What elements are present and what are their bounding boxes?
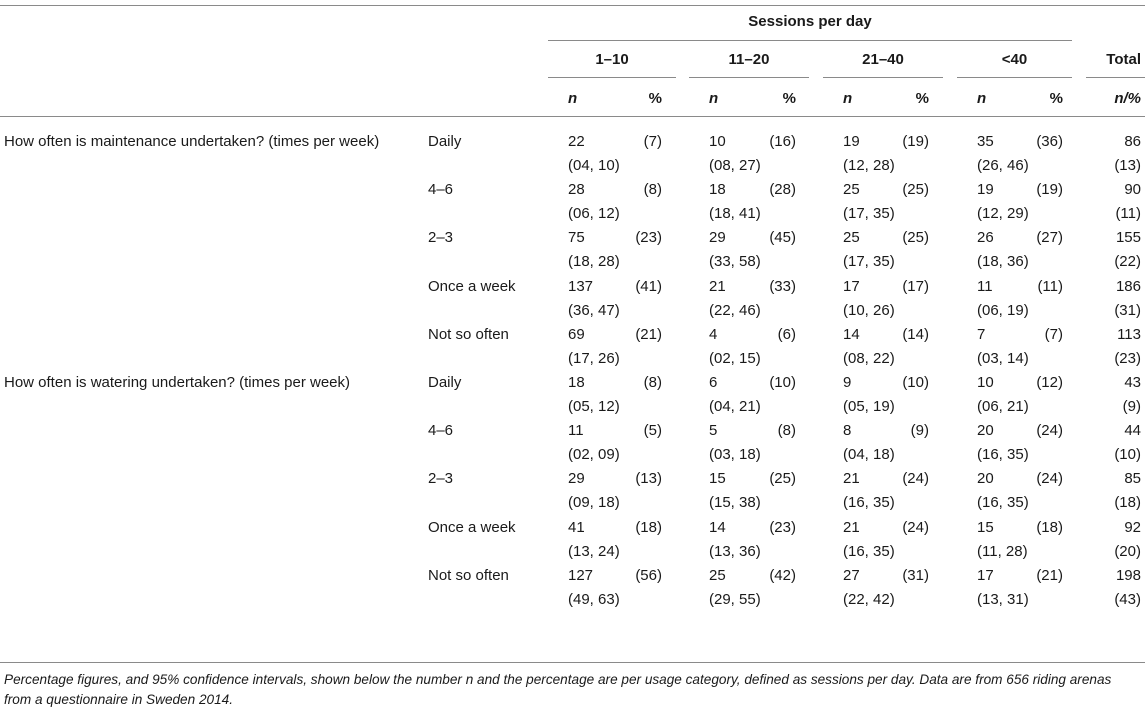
row-label: 4–6 <box>428 181 454 198</box>
col-rule-total <box>1086 77 1145 78</box>
cell-ci: (36, 47) <box>568 302 620 319</box>
cell-ci: (05, 12) <box>568 398 620 415</box>
cell-n: 10 <box>709 133 726 150</box>
cell-pct: (24) <box>902 519 929 536</box>
cell-pct: (8) <box>643 374 662 391</box>
cell-n: 14 <box>709 519 726 536</box>
cell-n: 20 <box>977 470 994 487</box>
cell-ci: (06, 12) <box>568 205 620 222</box>
cell-ci: (02, 15) <box>709 350 761 367</box>
cell-ci: (16, 35) <box>843 494 895 511</box>
cell-pct: (23) <box>769 519 796 536</box>
subheader-pct: % <box>782 90 796 107</box>
col-rule-2 <box>689 77 809 78</box>
cell-ci: (22, 46) <box>709 302 761 319</box>
cell-ci: (17, 35) <box>843 205 895 222</box>
cell-pct: (5) <box>643 422 662 439</box>
cell-pct: (10) <box>902 374 929 391</box>
subheader-pct: % <box>915 90 929 107</box>
cell-ci: (03, 18) <box>709 446 761 463</box>
row-label: 4–6 <box>428 422 454 439</box>
col-rule-4 <box>957 77 1072 78</box>
cell-n: 75 <box>568 229 585 246</box>
cell-n: 41 <box>568 519 585 536</box>
cell-ci: (16, 35) <box>977 494 1029 511</box>
cell-ci: (09, 18) <box>568 494 620 511</box>
row-label: Not so often <box>428 326 509 343</box>
cell-ci: (04, 21) <box>709 398 761 415</box>
cell-total-n: 43 <box>1124 374 1141 391</box>
cell-ci: (11, 28) <box>977 543 1028 560</box>
cell-pct: (24) <box>1036 470 1063 487</box>
cell-ci: (08, 27) <box>709 157 761 174</box>
subheader-pct: % <box>648 90 662 107</box>
col-header-total: Total <box>1106 51 1141 68</box>
cell-pct: (7) <box>1044 326 1063 343</box>
subheader-n: n <box>568 90 578 107</box>
cell-n: 5 <box>709 422 718 439</box>
col-header-1-10: 1–10 <box>595 51 629 68</box>
cell-total-pct: (11) <box>1115 205 1141 222</box>
cell-ci: (12, 29) <box>977 205 1029 222</box>
cell-n: 19 <box>977 181 994 198</box>
subheader-n: n <box>843 90 853 107</box>
cell-pct: (18) <box>1036 519 1063 536</box>
cell-pct: (45) <box>769 229 796 246</box>
cell-n: 137 <box>568 278 594 295</box>
cell-total-pct: (18) <box>1114 494 1141 511</box>
cell-pct: (16) <box>769 133 796 150</box>
cell-pct: (27) <box>1036 229 1063 246</box>
cell-pct: (21) <box>635 326 662 343</box>
cell-pct: (23) <box>635 229 662 246</box>
col-rule-1 <box>548 77 676 78</box>
subheader-n: n <box>977 90 987 107</box>
cell-ci: (04, 10) <box>568 157 620 174</box>
cell-ci: (08, 22) <box>843 350 895 367</box>
cell-n: 9 <box>843 374 852 391</box>
cell-n: 14 <box>843 326 860 343</box>
cell-pct: (42) <box>769 567 796 584</box>
cell-n: 6 <box>709 374 718 391</box>
cell-pct: (25) <box>769 470 796 487</box>
cell-pct: (36) <box>1036 133 1063 150</box>
cell-n: 25 <box>843 181 860 198</box>
cell-ci: (06, 21) <box>977 398 1029 415</box>
cell-ci: (18, 41) <box>709 205 761 222</box>
cell-ci: (02, 09) <box>568 446 620 463</box>
cell-ci: (16, 35) <box>843 543 895 560</box>
cell-ci: (29, 55) <box>709 591 761 608</box>
cell-ci: (05, 19) <box>843 398 895 415</box>
cell-pct: (25) <box>902 181 929 198</box>
row-label: 2–3 <box>428 470 454 487</box>
cell-total-n: 186 <box>1115 278 1141 295</box>
cell-total-pct: (20) <box>1114 543 1141 560</box>
cell-pct: (31) <box>902 567 929 584</box>
cell-ci: (06, 19) <box>977 302 1029 319</box>
cell-total-pct: (22) <box>1114 253 1141 270</box>
cell-ci: (17, 26) <box>568 350 620 367</box>
cell-pct: (9) <box>910 422 929 439</box>
cell-pct: (14) <box>902 326 929 343</box>
cell-n: 20 <box>977 422 994 439</box>
cell-ci: (17, 35) <box>843 253 895 270</box>
cell-pct: (11) <box>1037 278 1063 295</box>
cell-ci: (13, 31) <box>977 591 1029 608</box>
cell-total-n: 155 <box>1115 229 1141 246</box>
cell-n: 15 <box>709 470 726 487</box>
cell-pct: (33) <box>769 278 796 295</box>
cell-n: 21 <box>709 278 726 295</box>
cell-ci: (33, 58) <box>709 253 761 270</box>
cell-pct: (13) <box>635 470 662 487</box>
cell-n: 22 <box>568 133 585 150</box>
cell-total-n: 90 <box>1124 181 1141 198</box>
cell-pct: (7) <box>643 133 662 150</box>
cell-n: 17 <box>843 278 860 295</box>
col-header-lt40: <40 <box>1001 51 1028 68</box>
cell-total-n: 198 <box>1115 567 1141 584</box>
cell-n: 28 <box>568 181 585 198</box>
cell-n: 127 <box>568 567 594 584</box>
cell-total-n: 86 <box>1124 133 1141 150</box>
cell-ci: (18, 36) <box>977 253 1029 270</box>
cell-pct: (25) <box>902 229 929 246</box>
cell-pct: (41) <box>635 278 662 295</box>
cell-n: 17 <box>977 567 994 584</box>
cell-pct: (12) <box>1036 374 1063 391</box>
cell-ci: (26, 46) <box>977 157 1029 174</box>
cell-pct: (28) <box>769 181 796 198</box>
cell-n: 4 <box>709 326 718 343</box>
cell-total-n: 113 <box>1117 326 1141 343</box>
cell-pct: (6) <box>777 326 796 343</box>
cell-n: 29 <box>709 229 726 246</box>
table-bottom-rule <box>0 662 1145 663</box>
cell-pct: (24) <box>1036 422 1063 439</box>
row-label: Not so often <box>428 567 509 584</box>
subheader-n: n <box>709 90 719 107</box>
cell-ci: (13, 24) <box>568 543 620 560</box>
cell-n: 10 <box>977 374 994 391</box>
cell-pct: (19) <box>1036 181 1063 198</box>
cell-total-n: 92 <box>1124 519 1141 536</box>
cell-total-pct: (31) <box>1114 302 1141 319</box>
cell-pct: (17) <box>902 278 929 295</box>
cell-n: 7 <box>977 326 986 343</box>
group-header: Sessions per day <box>748 13 872 30</box>
cell-n: 18 <box>709 181 726 198</box>
cell-ci: (22, 42) <box>843 591 895 608</box>
top-rule <box>0 5 1145 6</box>
group-rule <box>548 40 1072 41</box>
cell-n: 11 <box>568 422 584 439</box>
cell-pct: (10) <box>769 374 796 391</box>
subheader-total: n/% <box>1114 90 1141 107</box>
cell-pct: (8) <box>643 181 662 198</box>
row-label: Once a week <box>428 278 516 295</box>
cell-n: 11 <box>977 278 993 295</box>
cell-n: 8 <box>843 422 852 439</box>
col-header-11-20: 11–20 <box>728 51 770 68</box>
question-label: How often is maintenance undertaken? (times per week) <box>4 133 380 150</box>
cell-ci: (03, 14) <box>977 350 1029 367</box>
cell-total-pct: (43) <box>1114 591 1141 608</box>
cell-pct: (19) <box>902 133 929 150</box>
cell-n: 25 <box>709 567 726 584</box>
table-footnote: Percentage figures, and 95% confidence intervals, shown below the number n and the percentage are per usage category, defined as sessions per day. Data are from 656 riding arenas from a questionnaire in Sweden 2014. <box>4 672 1112 707</box>
row-label: Once a week <box>428 519 516 536</box>
cell-n: 29 <box>568 470 585 487</box>
row-label: Daily <box>428 133 462 150</box>
cell-total-pct: (9) <box>1122 398 1141 415</box>
cell-ci: (16, 35) <box>977 446 1029 463</box>
cell-n: 19 <box>843 133 860 150</box>
cell-pct: (56) <box>635 567 662 584</box>
cell-pct: (8) <box>777 422 796 439</box>
col-header-21-40: 21–40 <box>862 51 904 68</box>
row-label: Daily <box>428 374 462 391</box>
cell-n: 18 <box>568 374 585 391</box>
cell-n: 21 <box>843 519 860 536</box>
cell-n: 26 <box>977 229 994 246</box>
col-rule-3 <box>823 77 943 78</box>
cell-ci: (15, 38) <box>709 494 761 511</box>
cell-n: 69 <box>568 326 585 343</box>
cell-n: 35 <box>977 133 994 150</box>
cell-ci: (49, 63) <box>568 591 620 608</box>
question-label: How often is watering undertaken? (times per week) <box>4 374 350 391</box>
cell-ci: (12, 28) <box>843 157 895 174</box>
header-bottom-rule <box>0 116 1145 117</box>
cell-n: 21 <box>843 470 860 487</box>
cell-n: 27 <box>843 567 860 584</box>
cell-pct: (21) <box>1036 567 1063 584</box>
cell-ci: (18, 28) <box>568 253 620 270</box>
cell-ci: (10, 26) <box>843 302 895 319</box>
cell-total-pct: (10) <box>1114 446 1141 463</box>
cell-total-pct: (23) <box>1114 350 1141 367</box>
cell-total-n: 85 <box>1124 470 1141 487</box>
cell-pct: (18) <box>635 519 662 536</box>
cell-pct: (24) <box>902 470 929 487</box>
cell-ci: (13, 36) <box>709 543 761 560</box>
cell-total-n: 44 <box>1124 422 1141 439</box>
cell-n: 15 <box>977 519 994 536</box>
subheader-pct: % <box>1049 90 1063 107</box>
cell-n: 25 <box>843 229 860 246</box>
row-label: 2–3 <box>428 229 454 246</box>
cell-total-pct: (13) <box>1114 157 1141 174</box>
cell-ci: (04, 18) <box>843 446 895 463</box>
